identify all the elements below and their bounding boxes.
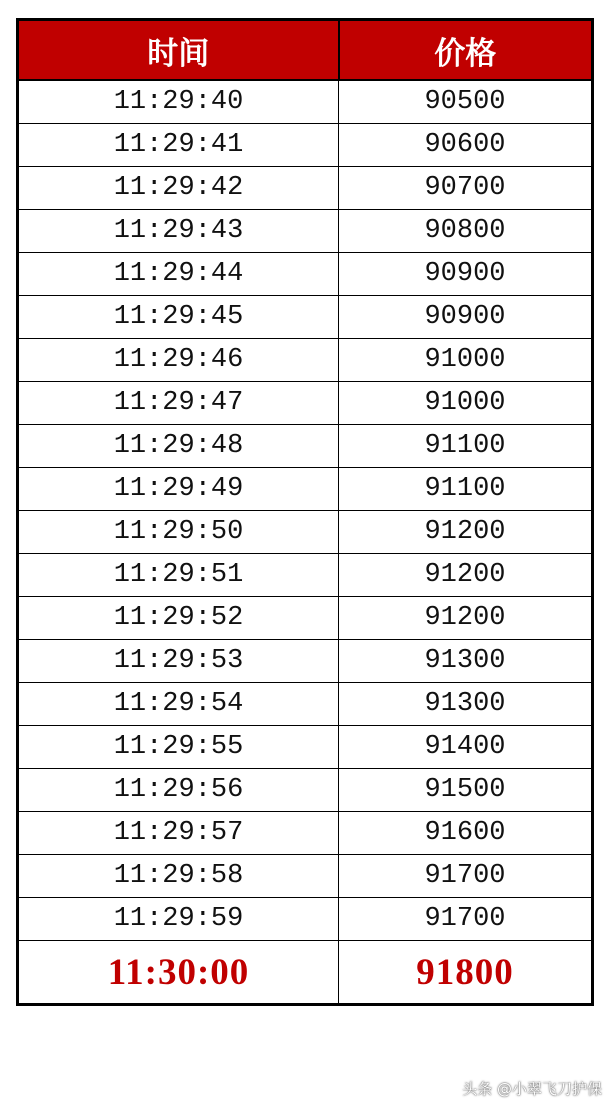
price-cell: 91300	[339, 683, 593, 726]
price-cell: 91000	[339, 382, 593, 425]
table-row	[18, 80, 593, 124]
price-cell: 91200	[339, 597, 593, 640]
table-row	[18, 468, 593, 511]
price-cell: 91000	[339, 339, 593, 382]
table-row	[18, 296, 593, 339]
time-cell: 11:29:42	[18, 167, 339, 210]
time-cell: 11:29:46	[18, 339, 339, 382]
price-table	[16, 18, 594, 1006]
final-time-cell: 11:30:00	[18, 941, 339, 1005]
time-cell: 11:29:43	[18, 210, 339, 253]
final-row	[18, 941, 593, 1005]
time-cell: 11:29:55	[18, 726, 339, 769]
time-cell: 11:29:49	[18, 468, 339, 511]
price-cell: 91600	[339, 812, 593, 855]
column-header-time: 时间	[18, 20, 339, 81]
time-cell: 11:29:47	[18, 382, 339, 425]
table-row	[18, 124, 593, 167]
price-cell: 90800	[339, 210, 593, 253]
time-cell: 11:29:50	[18, 511, 339, 554]
table-row	[18, 339, 593, 382]
table-row	[18, 726, 593, 769]
price-cell: 90500	[339, 80, 593, 124]
price-cell: 91100	[339, 425, 593, 468]
table-body	[18, 80, 593, 1005]
time-cell: 11:29:45	[18, 296, 339, 339]
table-row	[18, 597, 593, 640]
price-cell: 90900	[339, 253, 593, 296]
price-cell: 91400	[339, 726, 593, 769]
time-cell: 11:29:53	[18, 640, 339, 683]
time-cell: 11:29:58	[18, 855, 339, 898]
table-row	[18, 769, 593, 812]
time-cell: 11:29:51	[18, 554, 339, 597]
table-row	[18, 210, 593, 253]
time-cell: 11:29:59	[18, 898, 339, 941]
price-cell: 91700	[339, 898, 593, 941]
table-row	[18, 167, 593, 210]
table-row	[18, 425, 593, 468]
table-header-row	[18, 20, 593, 81]
table-row	[18, 683, 593, 726]
price-cell: 90700	[339, 167, 593, 210]
price-cell: 91200	[339, 511, 593, 554]
time-cell: 11:29:44	[18, 253, 339, 296]
price-cell: 91500	[339, 769, 593, 812]
price-cell: 91700	[339, 855, 593, 898]
final-price-cell: 91800	[339, 941, 593, 1005]
price-cell: 90900	[339, 296, 593, 339]
table-row	[18, 640, 593, 683]
time-cell: 11:29:54	[18, 683, 339, 726]
price-cell: 91200	[339, 554, 593, 597]
time-cell: 11:29:41	[18, 124, 339, 167]
table-row	[18, 812, 593, 855]
table-row	[18, 382, 593, 425]
column-header-price: 价格	[339, 20, 593, 81]
time-cell: 11:29:40	[18, 80, 339, 124]
price-cell: 90600	[339, 124, 593, 167]
time-cell: 11:29:57	[18, 812, 339, 855]
table-row	[18, 855, 593, 898]
table-row	[18, 511, 593, 554]
time-cell: 11:29:52	[18, 597, 339, 640]
table-row	[18, 253, 593, 296]
price-cell: 91100	[339, 468, 593, 511]
table-row	[18, 898, 593, 941]
price-cell: 91300	[339, 640, 593, 683]
watermark: 头条 @小翠飞刀护保	[462, 1080, 602, 1098]
time-cell: 11:29:56	[18, 769, 339, 812]
table-row	[18, 554, 593, 597]
time-cell: 11:29:48	[18, 425, 339, 468]
